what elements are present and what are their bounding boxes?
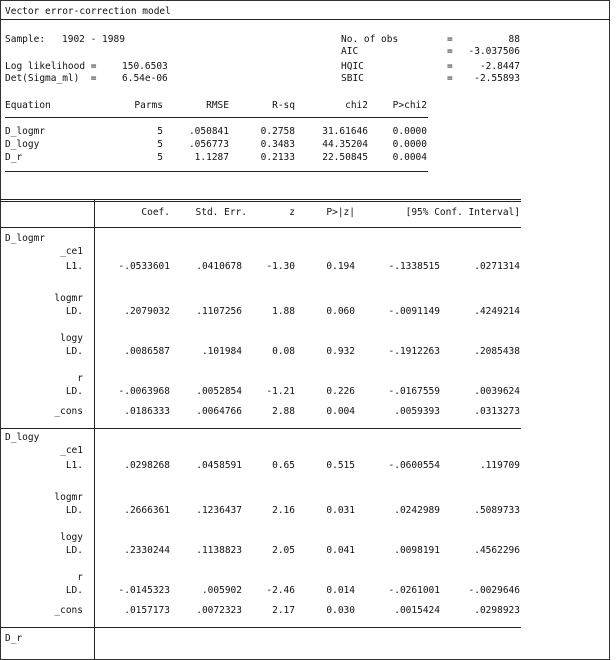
coef-ci-upper: .4249214 [474, 306, 520, 317]
coef-header-pz: P>|z| [326, 207, 355, 218]
coef-pz: 0.194 [326, 261, 355, 272]
nobs-label: No. of obs [341, 34, 399, 45]
coef-stderr: .005902 [201, 585, 242, 596]
coef-ci-lower: -.1912263 [388, 346, 440, 357]
coef-ci-lower: -.0261001 [388, 585, 440, 596]
coef-ci-lower: -.0600554 [388, 460, 440, 471]
coef-ci-lower: -.0167559 [388, 386, 440, 397]
eq-row-rsq: 0.2758 [260, 126, 295, 137]
variable-name: logmr [54, 492, 83, 503]
coef-ci-upper: .5089733 [474, 505, 520, 516]
equation-label: D_logmr [5, 233, 46, 244]
sample-label: Sample: [5, 34, 46, 45]
coef-header-ci: [95% Conf. Interval] [405, 207, 520, 218]
variable-name: _ce1 [60, 445, 83, 456]
coef-ci-upper: .0298923 [474, 605, 520, 616]
coef-stderr: .1107256 [196, 306, 242, 317]
coef-ci-lower: -.0091149 [388, 306, 440, 317]
eq-row-equation: D_r [5, 152, 23, 163]
title-rule [0, 19, 610, 20]
eq-row-pchi2: 0.0004 [392, 152, 427, 163]
coef-coef: .2330244 [124, 545, 170, 556]
eq-header-parms: Parms [134, 100, 163, 111]
coef-ci-lower: .0059393 [394, 406, 440, 417]
equation-label: D_r [5, 633, 23, 644]
eq-row-chi2: 22.50845 [322, 152, 368, 163]
eq-row-equation: D_logy [5, 139, 40, 150]
coef-z: 2.05 [272, 545, 295, 556]
lag-operator: LD. [65, 306, 83, 317]
coef-header-coef: Coef. [141, 207, 170, 218]
coef-coef: .0186333 [124, 406, 170, 417]
variable-name: logy [60, 532, 83, 543]
lag-operator: _cons [54, 406, 83, 417]
eq-header-chi2: chi2 [345, 100, 368, 111]
nobs-eq: = [447, 34, 453, 45]
coef-z: 2.88 [272, 406, 295, 417]
eq-row-rmse: .056773 [188, 139, 229, 150]
section-rule [0, 627, 521, 628]
coef-z: 2.16 [272, 505, 295, 516]
coef-coef: -.0145323 [118, 585, 170, 596]
coef-pz: 0.004 [326, 406, 355, 417]
coef-z: -2.46 [266, 585, 295, 596]
coef-pz: 0.515 [326, 460, 355, 471]
eq-header-pchi2: P>chi2 [392, 100, 427, 111]
hqic-label: HQIC [341, 61, 364, 72]
lag-operator: L1. [65, 460, 83, 471]
coef-z: 1.88 [272, 306, 295, 317]
lag-operator: LD. [65, 505, 83, 516]
lag-operator: LD. [65, 386, 83, 397]
variable-name: _ce1 [60, 246, 83, 257]
coef-ci-upper: .0271314 [474, 261, 520, 272]
coef-coef: .0157173 [124, 605, 170, 616]
eq-row-pchi2: 0.0000 [392, 126, 427, 137]
coef-coef: .0086587 [124, 346, 170, 357]
sample-value: 1902 - 1989 [62, 34, 125, 45]
coef-header-z: z [289, 207, 295, 218]
sbic-label: SBIC [341, 73, 364, 84]
eq-row-parms: 5 [157, 139, 163, 150]
coef-z: -1.30 [266, 261, 295, 272]
coef-ci-lower: .0015424 [394, 605, 440, 616]
coef-ci-lower: .0242989 [394, 505, 440, 516]
detsigma-label: Det(Sigma_ml) = [5, 73, 97, 84]
coef-stderr: .0052854 [196, 386, 242, 397]
coef-ci-upper: .0313273 [474, 406, 520, 417]
coef-header-stderr: Std. Err. [195, 207, 247, 218]
lag-operator: LD. [65, 585, 83, 596]
variable-name: logy [60, 333, 83, 344]
aic-value: -3.037506 [468, 46, 520, 57]
coef-coef: .2666361 [124, 505, 170, 516]
eq-row-parms: 5 [157, 152, 163, 163]
coef-ci-upper: .0039624 [474, 386, 520, 397]
coef-pz: 0.031 [326, 505, 355, 516]
eq-row-chi2: 44.35204 [322, 139, 368, 150]
variable-name: r [77, 373, 83, 384]
coef-pz: 0.014 [326, 585, 355, 596]
coef-ci-lower: .0098191 [394, 545, 440, 556]
eq-header-rule [5, 117, 428, 118]
coef-stderr: .1236437 [196, 505, 242, 516]
eq-row-chi2: 31.61646 [322, 126, 368, 137]
eq-row-rmse: .050841 [188, 126, 229, 137]
hqic-eq: = [447, 61, 453, 72]
eq-row-pchi2: 0.0000 [392, 139, 427, 150]
hqic-value: -2.8447 [479, 61, 520, 72]
lag-operator: L1. [65, 261, 83, 272]
eq-header-rmse: RMSE [206, 100, 229, 111]
nobs-value: 88 [508, 34, 520, 45]
coef-coef: .0298268 [124, 460, 170, 471]
sbic-eq: = [447, 73, 453, 84]
variable-name: logmr [54, 293, 83, 304]
section-rule [0, 428, 521, 429]
eq-row-rmse: 1.1287 [194, 152, 229, 163]
lag-operator: _cons [54, 605, 83, 616]
aic-eq: = [447, 46, 453, 57]
loglik-label: Log likelihood = [5, 61, 97, 72]
coef-ci-upper: .4562296 [474, 545, 520, 556]
eq-bottom-rule [5, 171, 428, 172]
eq-header-equation: Equation [5, 100, 51, 111]
sbic-value: -2.55893 [474, 73, 520, 84]
coef-pz: 0.030 [326, 605, 355, 616]
coef-z: 0.65 [272, 460, 295, 471]
coef-stderr: .0064766 [196, 406, 242, 417]
coef-ci-upper: .2085438 [474, 346, 520, 357]
coef-ci-upper: -.0029646 [468, 585, 520, 596]
coef-z: 2.17 [272, 605, 295, 616]
eq-header-rsq: R-sq [272, 100, 295, 111]
eq-row-equation: D_logmr [5, 126, 46, 137]
coef-pz: 0.226 [326, 386, 355, 397]
coef-ci-lower: -.1338515 [388, 261, 440, 272]
lag-operator: LD. [65, 545, 83, 556]
coef-header-rule [0, 227, 521, 228]
aic-label: AIC [341, 46, 359, 57]
coef-pz: 0.932 [326, 346, 355, 357]
coef-coef: .2079032 [124, 306, 170, 317]
lag-operator: LD. [65, 346, 83, 357]
coef-ci-upper: .119709 [479, 460, 520, 471]
coef-stderr: .0072323 [196, 605, 242, 616]
coef-z: -1.21 [266, 386, 295, 397]
model-title: Vector error-correction model [5, 6, 171, 17]
coef-stderr: .101984 [201, 346, 242, 357]
coef-stderr: .1138823 [196, 545, 242, 556]
coef-coef: -.0063968 [118, 386, 170, 397]
coef-coef: -.0533601 [118, 261, 170, 272]
eq-row-parms: 5 [157, 126, 163, 137]
coef-column-divider [94, 199, 95, 659]
coef-stderr: .0410678 [196, 261, 242, 272]
coef-top-rule [0, 199, 521, 202]
variable-name: r [77, 572, 83, 583]
coef-stderr: .0458591 [196, 460, 242, 471]
eq-row-rsq: 0.3483 [260, 139, 295, 150]
coef-pz: 0.041 [326, 545, 355, 556]
coef-pz: 0.060 [326, 306, 355, 317]
loglik-value: 150.6503 [122, 61, 168, 72]
equation-label: D_logy [5, 432, 40, 443]
detsigma-value: 6.54e-06 [122, 73, 168, 84]
eq-row-rsq: 0.2133 [260, 152, 295, 163]
coef-z: 0.08 [272, 346, 295, 357]
